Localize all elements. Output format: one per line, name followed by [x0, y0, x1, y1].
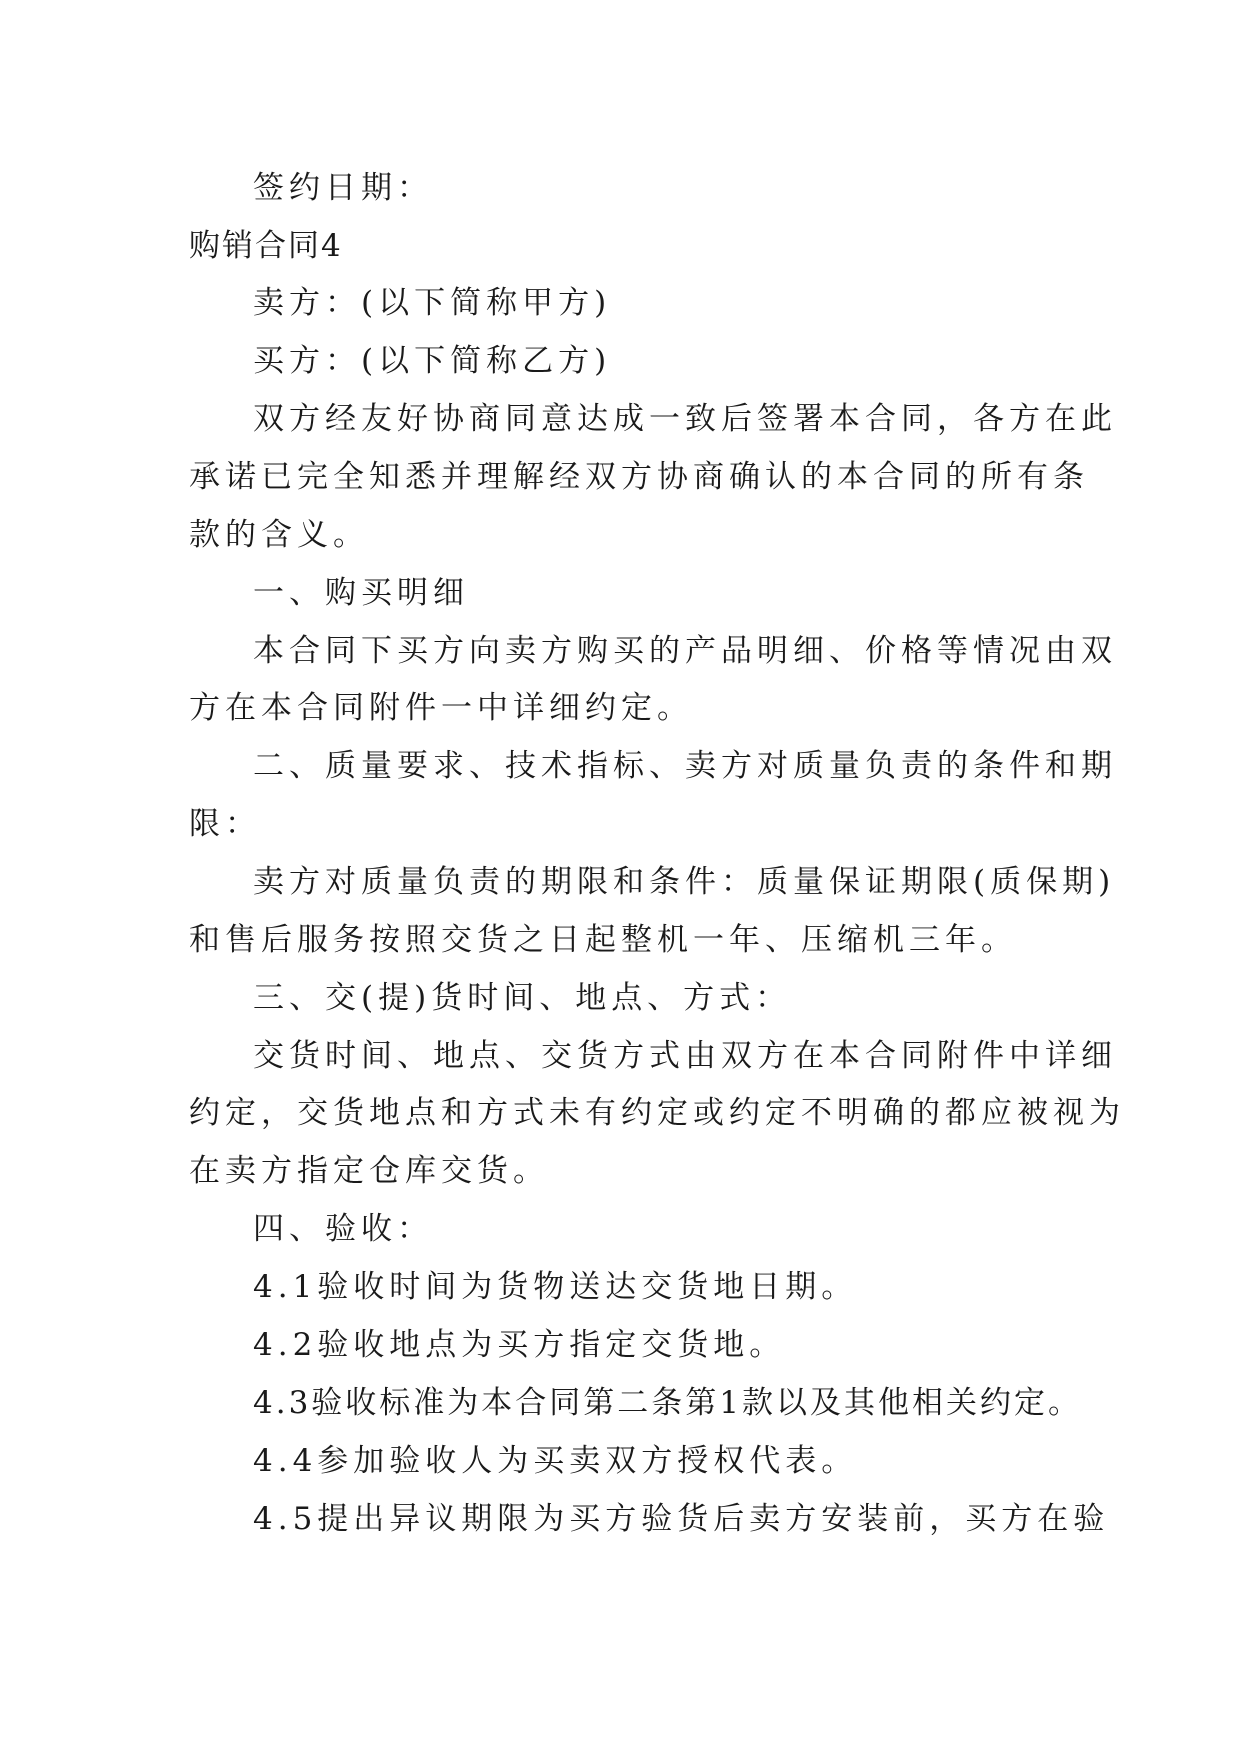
- preamble-line-3: 款的含义。: [189, 517, 369, 553]
- contract-title: 购销合同4: [189, 228, 343, 264]
- clause-4-2: 4.2验收地点为买方指定交货地。: [253, 1327, 786, 1363]
- seller-line: 卖方：(以下简称甲方): [253, 285, 612, 321]
- signing-date-line: 签约日期：: [253, 170, 433, 206]
- section-3-body-line-1: 交货时间、地点、交货方式由双方在本合同附件中详细: [253, 1038, 1117, 1074]
- clause-4-1: 4.1验收时间为货物送达交货地日期。: [253, 1269, 858, 1305]
- clause-4-3: 4.3验收标准为本合同第二条第1款以及其他相关约定。: [253, 1385, 1083, 1421]
- section-2-body-line-2: 和售后服务按照交货之日起整机一年、压缩机三年。: [189, 922, 1017, 958]
- section-2-body-line-1: 卖方对质量负责的期限和条件：质量保证期限(质保期): [253, 864, 1116, 900]
- clause-4-4: 4.4参加验收人为买卖双方授权代表。: [253, 1443, 858, 1479]
- preamble-line-2: 承诺已完全知悉并理解经双方协商确认的本合同的所有条: [189, 459, 1089, 495]
- section-2-heading-line-1: 二、质量要求、技术指标、卖方对质量负责的条件和期: [253, 748, 1117, 784]
- preamble-line-1: 双方经友好协商同意达成一致后签署本合同，各方在此: [253, 401, 1117, 437]
- section-1-heading: 一、购买明细: [253, 575, 469, 611]
- section-3-body-line-2: 约定，交货地点和方式未有约定或约定不明确的都应被视为: [189, 1095, 1125, 1131]
- section-4-heading: 四、验收：: [253, 1211, 433, 1247]
- clause-4-5: 4.5提出异议期限为买方验货后卖方安装前，买方在验: [253, 1501, 1110, 1537]
- section-1-body-line-1: 本合同下买方向卖方购买的产品明细、价格等情况由双: [253, 633, 1117, 669]
- section-2-heading-line-2: 限：: [189, 806, 261, 842]
- buyer-line: 买方：(以下简称乙方): [253, 343, 612, 379]
- section-3-body-line-3: 在卖方指定仓库交货。: [189, 1153, 549, 1189]
- section-3-heading: 三、交(提)货时间、地点、方式：: [253, 980, 792, 1016]
- section-1-body-line-2: 方在本合同附件一中详细约定。: [189, 690, 693, 726]
